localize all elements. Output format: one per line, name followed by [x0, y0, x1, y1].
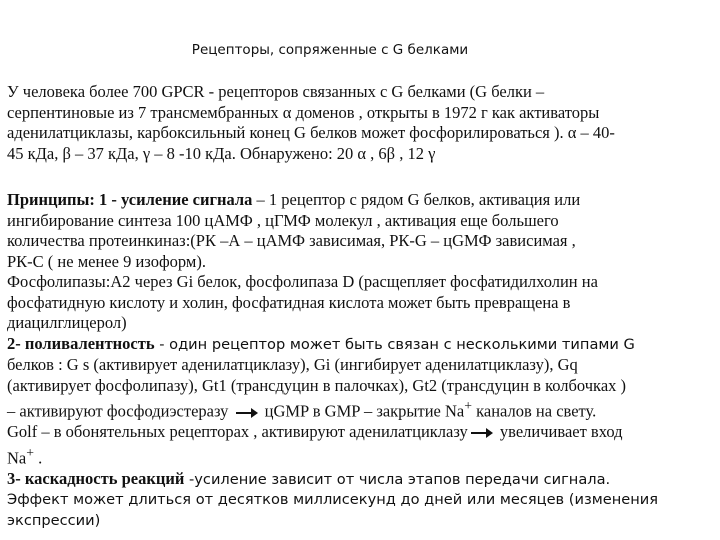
principle-1-label: Принципы: 1 - усиление сигнала	[7, 190, 253, 209]
arrow-right-icon	[235, 407, 259, 419]
principles-text: – активируют фосфодиэстеразу	[7, 401, 233, 421]
principles-line: диацилглицерол)	[7, 313, 127, 332]
principle-3-label: 3- каскадность реакций	[7, 468, 185, 488]
principles-line: фосфатидную кислоту и холин, фосфатидная кислота может быть превращена в	[7, 292, 571, 312]
principles-line: экспрессии)	[7, 511, 101, 529]
principles-line: Фосфолипазы:А2 через Gi белок, фосфолипаза D (расщепляет фосфатидилхолин на	[7, 272, 598, 291]
arrow-right-icon	[470, 427, 494, 439]
principles-text: каналов на свету.	[472, 401, 597, 421]
intro-line: 45 кДа, β – 37 кДа, γ – 8 -10 кДа. Обнаружено: 20 α , 6β , 12 γ	[7, 143, 436, 163]
superscript-plus: +	[26, 444, 35, 460]
principle-2-label: 2- поливалентность	[7, 333, 155, 353]
intro-line: аденилатциклазы, карбоксильный конец G белков может фосфорилироваться ). α – 40-	[7, 123, 615, 142]
principles-paragraph	[7, 190, 713, 531]
principles-text: увеличивает вход	[495, 422, 623, 441]
principles-line	[7, 334, 713, 356]
principles-line	[7, 443, 713, 469]
principles-text: Na	[7, 448, 27, 467]
principles-line	[7, 469, 713, 491]
principles-text: .	[34, 448, 43, 467]
principle-1-text: – 1 рецептор с рядом G белков, активация или	[252, 190, 581, 209]
principles-line	[7, 422, 713, 443]
intro-paragraph	[7, 82, 713, 164]
principles-line: Эффект может длиться от десятков миллисекунд до дней или месяцев (изменения	[7, 491, 659, 508]
principles-line	[7, 396, 713, 422]
principles-line: белков : G s (активирует аденилатциклазу), Gi (ингибирует аденилатциклазу), Gq	[7, 355, 578, 374]
intro-line: У человека более 700 GPCR - рецепторов связанных с G белками (G белки –	[7, 82, 545, 101]
principles-line: РК-С ( не менее 9 изоформ).	[7, 251, 206, 271]
superscript-plus: +	[464, 398, 473, 413]
principles-line: количества протеинкиназ:(РК –А – цАМФ зависимая, РК-G – цGМФ зависимая ,	[7, 231, 576, 250]
principles-line	[7, 190, 713, 211]
slide-title: Рецепторы, сопряженные с G белками	[191, 42, 469, 58]
principle-3-text: -усиление зависит от числа этапов передачи сигнала.	[184, 470, 611, 488]
principles-line: ингибирование синтеза 100 цАМФ , цГМФ молекул , активация еще большего	[7, 210, 559, 230]
principle-2-text: - один рецептор может быть связан с несколькими типами G	[154, 335, 635, 353]
principles-text: цGMP в GMP – закрытие Na	[260, 401, 465, 421]
principles-text: Golf – в обонятельных рецепторах , активируют аденилатциклазу	[7, 422, 468, 441]
principles-line: (активирует фосфолипазу), Gt1 (трансдуцин в палочках), Gt2 (трансдуцин в колбочках )	[7, 375, 627, 395]
intro-line: серпентиновые из 7 трансмембранных α доменов , открыты в 1972 г как активаторы	[7, 102, 600, 122]
